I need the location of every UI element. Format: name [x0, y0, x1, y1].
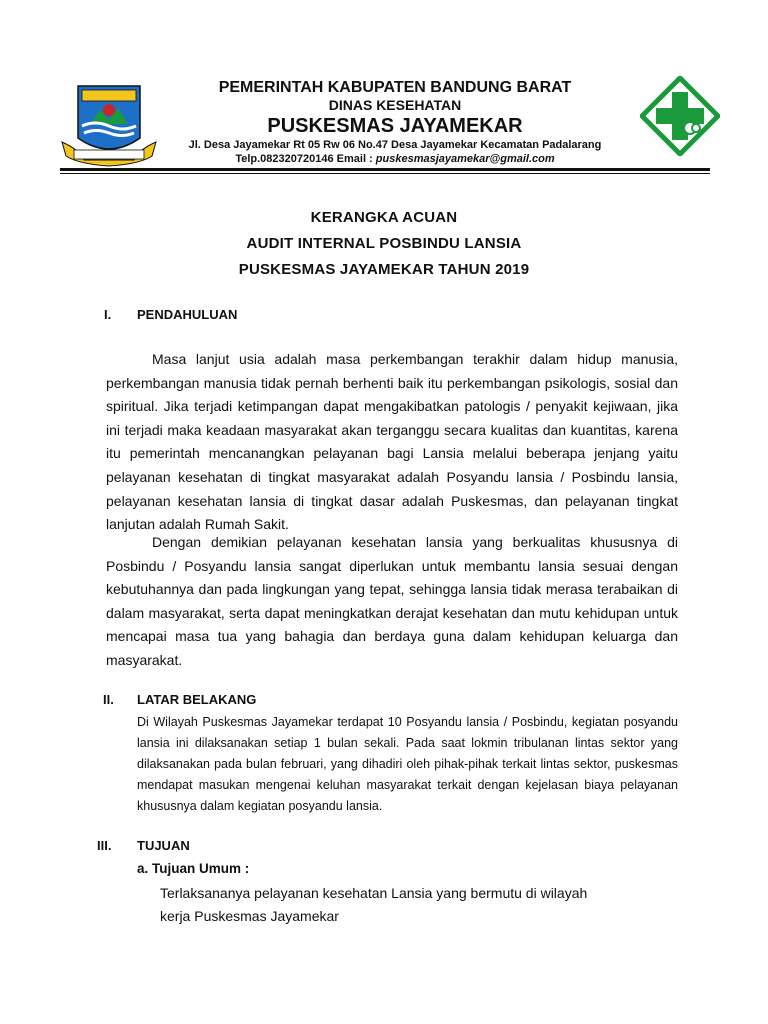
title-line-3: PUSKESMAS JAYAMEKAR TAHUN 2019	[238, 261, 530, 278]
puskesmas-logo-icon	[640, 76, 720, 156]
contact-line	[160, 152, 630, 166]
subsection-a-line-2: kerja Puskesmas Jayamekar	[160, 908, 339, 924]
title-line-2: AUDIT INTERNAL POSBINDU LANSIA	[246, 235, 522, 252]
section-1-paragraph-1: Masa lanjut usia adalah masa perkembangan terakhir dalam hidup manusia, perkembangan manusia tidak pernah berhenti baik itu perkembangan psikologis, sosial dan spiritual. Jika terjadi ketimpangan dapat mengakibatkan patologis / penyakit kejiwaan, jika ini terjadi maka keadaan masyarakat akan terganggu secara kualitas dan kuantitas, karena itu pemerintah mencanangkan pelayanan bagi Lansia melalui beberapa jenjang yaitu pelayanan kesehatan di tingkat masyarakat adalah Posyandu lansia / Posbindu lansia, pelayanan kesehatan lansia di tingkat dasar adalah Puskesmas, dan pelayanan tingkat lanjutan adalah Rumah Sakit.	[106, 351, 678, 533]
letterhead-rule-thin	[60, 173, 710, 174]
section-1-paragraph-2: Dengan demikian pelayanan kesehatan lansia yang berkualitas khususnya di Posbindu / Posyandu lansia sangat diperlukan untuk membantu lansia sesuai dengan kebutuhannya dan pada lingkungan yang tepat, sehingga lansia tidak merasa terabaikan di dalam masyarakat, serta dapat meningkatkan derajat kesehatan dan mutu kehidupan untuk mencapai masa tua yang bahagia dan berdaya guna dalam kehidupan keluarga dan masyarakat.	[106, 534, 678, 668]
section-2-number: II.	[103, 692, 114, 707]
section-3-title: TUJUAN	[137, 838, 190, 853]
section-2-paragraph: Di Wilayah Puskesmas Jayamekar terdapat 10 Posyandu lansia / Posbindu, kegiatan posyandu lansia ini dilaksanakan setiap 1 bulan sekali. Pada saat lokmin tribulanan lintas sektor yang dilaksanakan pada bulan februari, yang dihadiri oleh pihak-pihak terkait lintas sektor, puskesmas mendapat masukan mengenai keluhan masyarakat terkait dengan kejelasan biaya pelayanan khususnya dalam kegiatan posyandu lansia.	[137, 715, 678, 813]
government-name: PEMERINTAH KABUPATEN BANDUNG BARAT	[218, 79, 572, 96]
document-title	[0, 205, 768, 283]
puskesmas-name: PUSKESMAS JAYAMEKAR	[267, 115, 523, 137]
address: Jl. Desa Jayamekar Rt 05 Rw 06 No.47 Desa Jayamekar Kecamatan Padalarang	[188, 139, 602, 151]
title-line-1: KERANGKA ACUAN	[310, 209, 458, 226]
section-3-number: III.	[97, 838, 112, 853]
section-2-title: LATAR BELAKANG	[137, 692, 257, 707]
bandung-barat-crest-icon	[60, 80, 158, 168]
subsection-a-line-1: Terlaksananya pelayanan kesehatan Lansia yang bermutu di wilayah	[160, 885, 588, 901]
letterhead-rule	[60, 168, 710, 171]
email-link[interactable]: puskesmasjayamekar@gmail.com	[375, 153, 555, 165]
agency-name: DINAS KESEHATAN	[328, 97, 462, 113]
subsection-a-title: a. Tujuan Umum :	[137, 861, 250, 876]
section-1-title: PENDAHULUAN	[137, 307, 238, 322]
section-1-number: I.	[104, 307, 112, 322]
letterhead	[160, 78, 630, 166]
phone-label: Telp.082320720146 Email :	[235, 153, 376, 165]
